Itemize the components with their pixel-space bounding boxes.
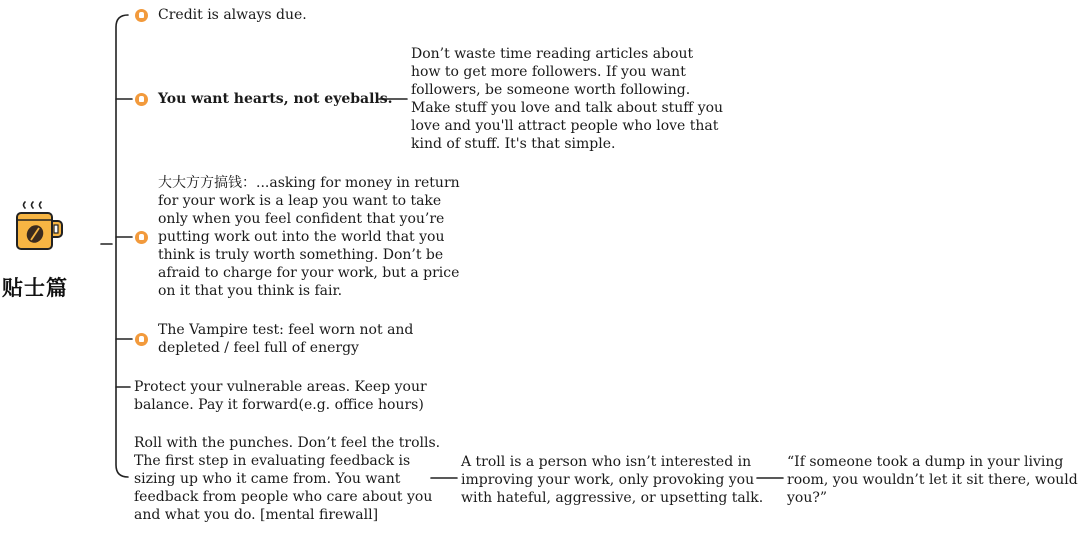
branch-hearts: You want hearts, not eyeballs. (158, 91, 393, 107)
bullet-icon (135, 9, 148, 22)
branch-protect: Protect your vulnerable areas. Keep your balance. Pay it forward(e.g. office hours) (134, 379, 427, 413)
branch-money: 大大方方搞钱：...asking for money in return for your work is a leap you want to take only when you feel confident that you’re putting work out into the world that you think is truly worth something. Don’t be afraid to charge for your work, but a price on it that you think is fair. (158, 175, 460, 299)
branch-vampire-test: The Vampire test: feel worn not and depleted / feel full of energy (158, 322, 414, 356)
branch-troll-quote: “If someone took a dump in your living room, you wouldn’t let it sit there, would you?” (787, 454, 1078, 506)
bullet-icon (135, 231, 148, 244)
bullet-icon (135, 333, 148, 346)
root-title: 贴士篇 (2, 276, 68, 300)
branch-hearts-detail: Don’t waste time reading articles about how to get more followers. If you want followers, be someone worth following. Make stuff you love and talk about stuff you love and you'll attract people who love that kind of stuff. It's that simple. (411, 46, 724, 152)
coffee-mug-icon (10, 196, 70, 256)
branch-roll-with-punches: Roll with the punches. Don’t feel the trolls. The first step in evaluating feedback is sizing up who it came from. You want feedback from people who care about you and what you do. [mental firewall] (134, 435, 441, 523)
bullet-icon (135, 93, 148, 106)
branch-troll-definition: A troll is a person who isn’t interested in improving your work, only provoking you with hateful, aggressive, or upsetting talk. (461, 454, 764, 506)
branch-credit: Credit is always due. (158, 7, 307, 23)
